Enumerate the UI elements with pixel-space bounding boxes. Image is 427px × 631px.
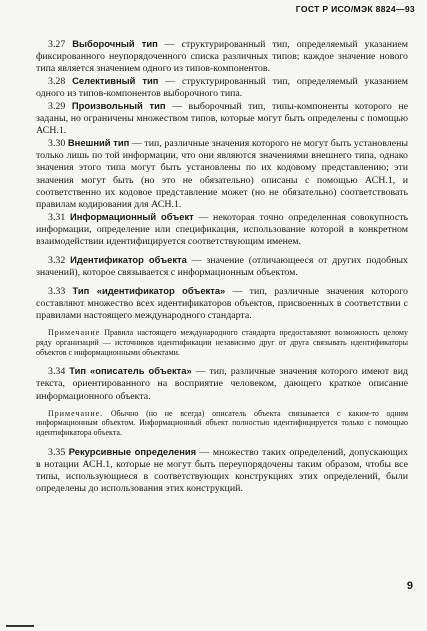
section-3-33 xyxy=(36,285,408,322)
note-label: Примечание xyxy=(48,328,101,338)
note-text: Правила настоящего международного стандарта предоставляют возможность целому ряду организаций — источников идентификации независимо друг от друга связывать идентификаторы объектов с информационными объектами. xyxy=(36,328,408,357)
document-body xyxy=(36,38,408,495)
term: Выборочный тип xyxy=(72,38,158,49)
section-3-28 xyxy=(36,75,408,100)
section-number: 3.35 xyxy=(48,446,66,458)
section-number: 3.33 xyxy=(48,285,66,297)
section-3-27 xyxy=(36,38,408,75)
definition: — структурированный тип, определяемый указанием одного из типов-компонентов выборочного типа. xyxy=(36,76,408,100)
note-3-34 xyxy=(36,409,408,438)
section-3-34 xyxy=(36,365,408,402)
definition: — тип, различные значения которого имеют вид текста, ориентированного на восприятие человеком, дающего краткое описание информационного объекта. xyxy=(36,366,409,402)
section-3-29 xyxy=(36,100,408,137)
note-3-33 xyxy=(36,328,408,357)
page-header: ГОСТ Р ИСО/МЭК 8824—93 xyxy=(295,4,415,14)
section-3-32 xyxy=(36,254,408,279)
note-label: Примечание. xyxy=(48,408,104,418)
definition: — выборочный тип, типы-компоненты которого не заданы, но ограничены множеством типов, которые могут быть определены с помощью АСН.1. xyxy=(36,101,409,137)
section-3-35 xyxy=(36,446,408,495)
section-number: 3.30 xyxy=(48,138,66,150)
section-number: 3.27 xyxy=(48,39,66,50)
section-number: 3.28 xyxy=(48,76,66,88)
definition: — некоторая точно определенная совокупность информации, определение или спецификация, использование которой в конкретном взаимодействии идентифицируется соответствующим именем. xyxy=(36,211,409,247)
section-number: 3.32 xyxy=(48,254,66,266)
scan-mark xyxy=(6,625,34,627)
section-number: 3.31 xyxy=(48,211,66,223)
definition: — значение (отличающееся от других подобных значений), которое связывается с информационным объектом. xyxy=(36,254,408,278)
term: Произвольный тип xyxy=(71,100,166,112)
note-text: Обычно (но не всегда) описатель объекта связывается с каким-то одним информационным объектом. Информационный объект полностью идентифицируется только с помощью идентификатора объекта. xyxy=(36,408,408,438)
definition: — структурированный тип, определяемый указанием фиксированного неупорядоченного списка различных типов; каждое значение нового типа является значением одного из типов-компонентов. xyxy=(36,39,408,75)
definition: — тип, различные значения которого составляют множество всех идентификаторов объектов, присвоенных в соответствии с правилами настоящего международного стандарта. xyxy=(36,285,408,321)
section-number: 3.34 xyxy=(48,366,66,378)
definition: — тип, различные значения которого не могут быть установлены только лишь по той информации, что они являются значениями внешнего типа, однако значения этого типа могут быть установлены по их кодовому представлению; эти значения могут быть (но это не обязательно) описаны с помощью АСН.1, и соответственно их кодовое представление может (но не обязательно) соответствовать правилам кодирования для АСН.1. xyxy=(36,138,409,210)
term: Внешний тип xyxy=(67,137,130,149)
term: Тип «идентификатор объекта» xyxy=(72,284,226,296)
definition: — множество таких определений, допускающих в нотации АСН.1, которые не могут быть переупорядочены таким образом, чтобы все типы, использующиеся в соответствующих конструкциях этих определений, были определены до использования этих конструкций. xyxy=(36,446,409,495)
term: Идентификатор объекта xyxy=(70,253,187,265)
term: Информационный объект xyxy=(70,210,194,222)
section-3-30 xyxy=(36,137,408,210)
term: Рекурсивные определения xyxy=(68,445,197,457)
term: Тип «описатель объекта» xyxy=(69,365,192,377)
term: Селективный тип xyxy=(72,75,159,87)
page-number: 9 xyxy=(406,580,413,592)
section-3-31 xyxy=(36,211,408,248)
section-number: 3.29 xyxy=(48,101,66,113)
